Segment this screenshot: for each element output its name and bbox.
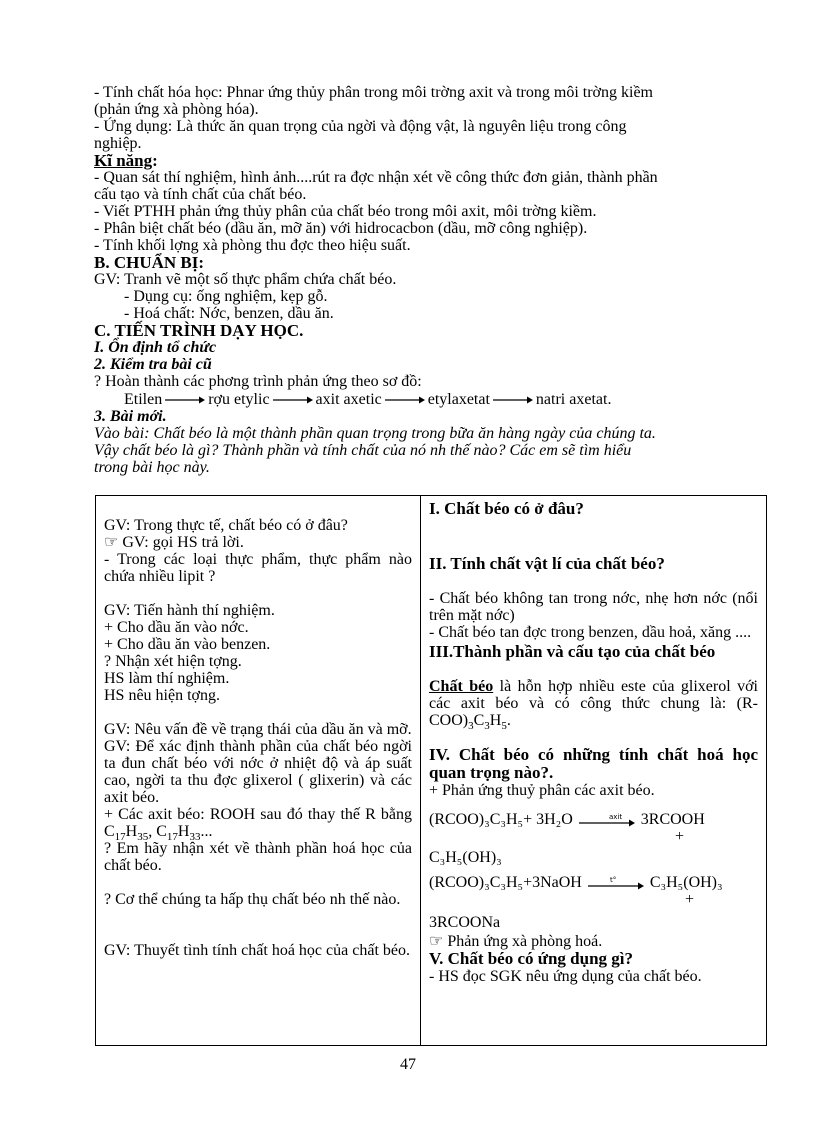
reaction-chain — [94, 391, 766, 408]
subscript: 33 — [189, 831, 201, 844]
content-heading: IV. Chất béo có những tính chất hoá học quan trọng nào?. — [429, 745, 758, 782]
text-span: là hỗn hợp nhiều este của glixerol với các axit béo và có công thức chung là: (R- COO) — [429, 678, 758, 729]
content-heading: II. Tính chất vật lí của chất béo? — [429, 554, 665, 573]
kinang-item: - Viết PTHH phản ứng thủy phân của chất béo trong môi axit, môi trờng kiềm. — [94, 203, 597, 220]
content-column — [421, 496, 767, 1046]
lesson-intro-line: Vào bài: Chất béo là một thành phần quan trọng trong bữa ăn hàng ngày của chúng ta. — [94, 425, 656, 442]
activity-text: GV: Thuyết tình tính chất hoá học của chất béo. — [104, 942, 410, 959]
content-text — [429, 678, 758, 733]
content-heading: III.Thành phần và cấu tạo của chất béo — [429, 642, 716, 661]
kinang-item: - Tính khối lợng xà phòng thu đợc theo hiệu suất. — [94, 237, 411, 254]
lesson-intro-line: trong bài học này. — [94, 459, 210, 476]
arrow-right-icon — [579, 813, 635, 827]
activity-text: + Cho dầu ăn vào nớc. — [104, 619, 249, 636]
chuanbi-gv: GV: Tranh vẽ một số thực phẩm chứa chất béo. — [94, 271, 397, 288]
chain-item: rợu etylic — [208, 391, 270, 408]
content-heading: V. Chất béo có ứng dụng gì? — [429, 949, 634, 968]
chuanbi-heading: B. CHUẨN BỊ: — [94, 253, 205, 272]
chain-item: etylaxetat — [427, 391, 490, 408]
activity-text-span: GV: gọi HS trả lời. — [122, 534, 244, 551]
text-span: Phản ứng xà phòng hoá. — [447, 933, 603, 950]
hand-pointer-icon: ☞ — [429, 933, 444, 950]
kinang-heading — [94, 152, 766, 169]
subscript: 3 — [468, 720, 474, 733]
intro-line: nghiệp. — [94, 135, 142, 152]
kinang-colon: : — [152, 151, 158, 170]
chuanbi-item: - Hoá chất: Nớc, benzen, dầu ăn. — [124, 305, 334, 322]
activity-text: GV: Nêu vấn đề về trạng thái của dầu ăn và mỡ. — [104, 721, 412, 738]
content-heading: I. Chất béo có ở đâu? — [429, 499, 584, 518]
activity-text: GV: Tiến hành thí nghiệm. — [104, 602, 275, 619]
plus-sign: + — [675, 828, 685, 845]
subscript: 35 — [137, 831, 149, 844]
kinang-item: - Phân biệt chất béo (dầu ăn, mỡ ăn) với hidrocacbon (dầu, mỡ công nghiệp). — [94, 220, 588, 237]
document-body — [94, 84, 766, 476]
tientrinh-heading: C. TIẾN TRÌNH DẠY HỌC. — [94, 321, 304, 340]
activity-text — [104, 806, 412, 844]
review-question: ? Hoàn thành các phơng trình phản ứng theo sơ đồ: — [94, 373, 422, 390]
content-text: - HS đọc SGK nêu ứng dụng của chất béo. — [429, 968, 702, 985]
chain-item: natri axetat. — [535, 391, 612, 408]
section-2-title: 2. Kiểm tra bài cũ — [94, 356, 212, 373]
intro-line: - Ứng dụng: Là thức ăn quan trọng của ngời và động vật, là nguyên liệu trong công — [94, 118, 627, 135]
content-text: + Phản ứng thuỷ phân các axit béo. — [429, 782, 655, 799]
activity-text: + Cho dầu ăn vào benzen. — [104, 636, 271, 653]
arrow-right-icon — [165, 395, 205, 405]
chuanbi-item: - Dụng cụ: ống nghiệm, kẹp gỗ. — [124, 288, 328, 305]
activity-text: HS làm thí nghiệm. — [104, 670, 230, 687]
chain-item: axit axetic — [315, 391, 382, 408]
activity-text: HS nêu hiện tợng. — [104, 687, 221, 704]
intro-line: (phản ứng xà phòng hóa). — [94, 101, 259, 118]
arrow-right-icon — [588, 876, 644, 890]
plus-sign: + — [685, 891, 695, 908]
section-3-title: 3. Bài mới. — [94, 408, 167, 425]
chain-item: Etilen — [124, 391, 163, 408]
hydrolysis-equation — [429, 811, 758, 828]
activity-text: GV: Để xác định thành phần của chất béo ngời ta đun chất béo với nớc ở nhiệt độ và áp suất cao, ngời ta thu đợc glixerol ( glixerin) và các axit béo. — [104, 738, 412, 806]
text-span: . — [506, 712, 511, 729]
text-span: H — [177, 823, 190, 840]
lesson-intro-line: Vậy chất béo là gì? Thành phần và tính chất của nó nh thế nào? Các em sẽ tìm hiểu — [94, 442, 632, 459]
saponification-equation — [429, 874, 758, 891]
subscript: 17 — [114, 831, 126, 844]
text-span: C — [473, 712, 485, 729]
content-text: - Chất béo tan đợc trong benzen, dầu hoả, xăng .... — [429, 624, 752, 641]
activity-text — [104, 534, 412, 551]
intro-line: - Tính chất hóa học: Phnar ứng thủy phân trong môi trờng axit và trong môi trờng kiềm — [94, 84, 653, 101]
activity-text: ? Cơ thể chúng ta hấp thụ chất béo nh thế nào. — [104, 891, 401, 908]
activity-text: - Trong các loại thực phẩm, thực phẩm nào chứa nhiều lipit ? — [104, 551, 412, 585]
arrow-condition: t° — [609, 875, 617, 884]
text-span: H — [489, 712, 502, 729]
subscript: 17 — [166, 831, 178, 844]
activity-text: ? Em hãy nhận xét về thành phần hoá học của chất béo. — [104, 840, 412, 874]
equation-right: 3RCOOH — [640, 811, 705, 828]
page-number: 47 — [400, 1056, 416, 1073]
subscript: 3 — [484, 720, 490, 733]
arrow-condition: axit — [608, 812, 622, 821]
text-span: ... — [200, 823, 213, 840]
equation-line: C₃H₅(OH)₃ — [429, 849, 502, 866]
text-span: , C — [148, 823, 167, 840]
content-text: - Chất béo không tan trong nớc, nhẹ hơn nớc (nổi trên mặt nớc) — [429, 590, 758, 624]
arrow-right-icon — [385, 395, 425, 405]
arrow-right-icon — [273, 395, 313, 405]
content-text — [429, 933, 758, 950]
equation-left: (RCOO)₃C₃H₅+ 3H₂O — [429, 811, 573, 828]
term-chat-beo: Chất béo — [429, 678, 494, 695]
equation-left: (RCOO)₃C₃H₅+3NaOH — [429, 874, 582, 891]
activity-text: GV: Trong thực tế, chất béo có ở đâu? — [104, 517, 348, 534]
kinang-title: Kĩ năng — [94, 151, 153, 170]
text-span: H — [125, 823, 138, 840]
kinang-item: cấu tạo và tính chất của chất béo. — [94, 186, 307, 203]
hand-pointer-icon: ☞ — [104, 534, 119, 551]
arrow-right-icon — [493, 395, 533, 405]
equation-line: 3RCOONa — [429, 914, 501, 931]
subscript: 5 — [501, 720, 507, 733]
section-1-title: I. Ổn định tổ chức — [94, 339, 217, 356]
activity-text: ? Nhận xét hiện tợng. — [104, 653, 242, 670]
teacher-activity-column — [96, 496, 421, 1046]
text-span: + Các axit béo: ROOH sau đó thay thế R bằng C — [104, 806, 412, 840]
equation-right: C₃H₅(OH)₃ — [649, 874, 723, 891]
lesson-table — [95, 495, 767, 1046]
kinang-item: - Quan sát thí nghiệm, hình ảnh....rút ra đợc nhận xét về công thức đơn giản, thành phần — [94, 169, 658, 186]
